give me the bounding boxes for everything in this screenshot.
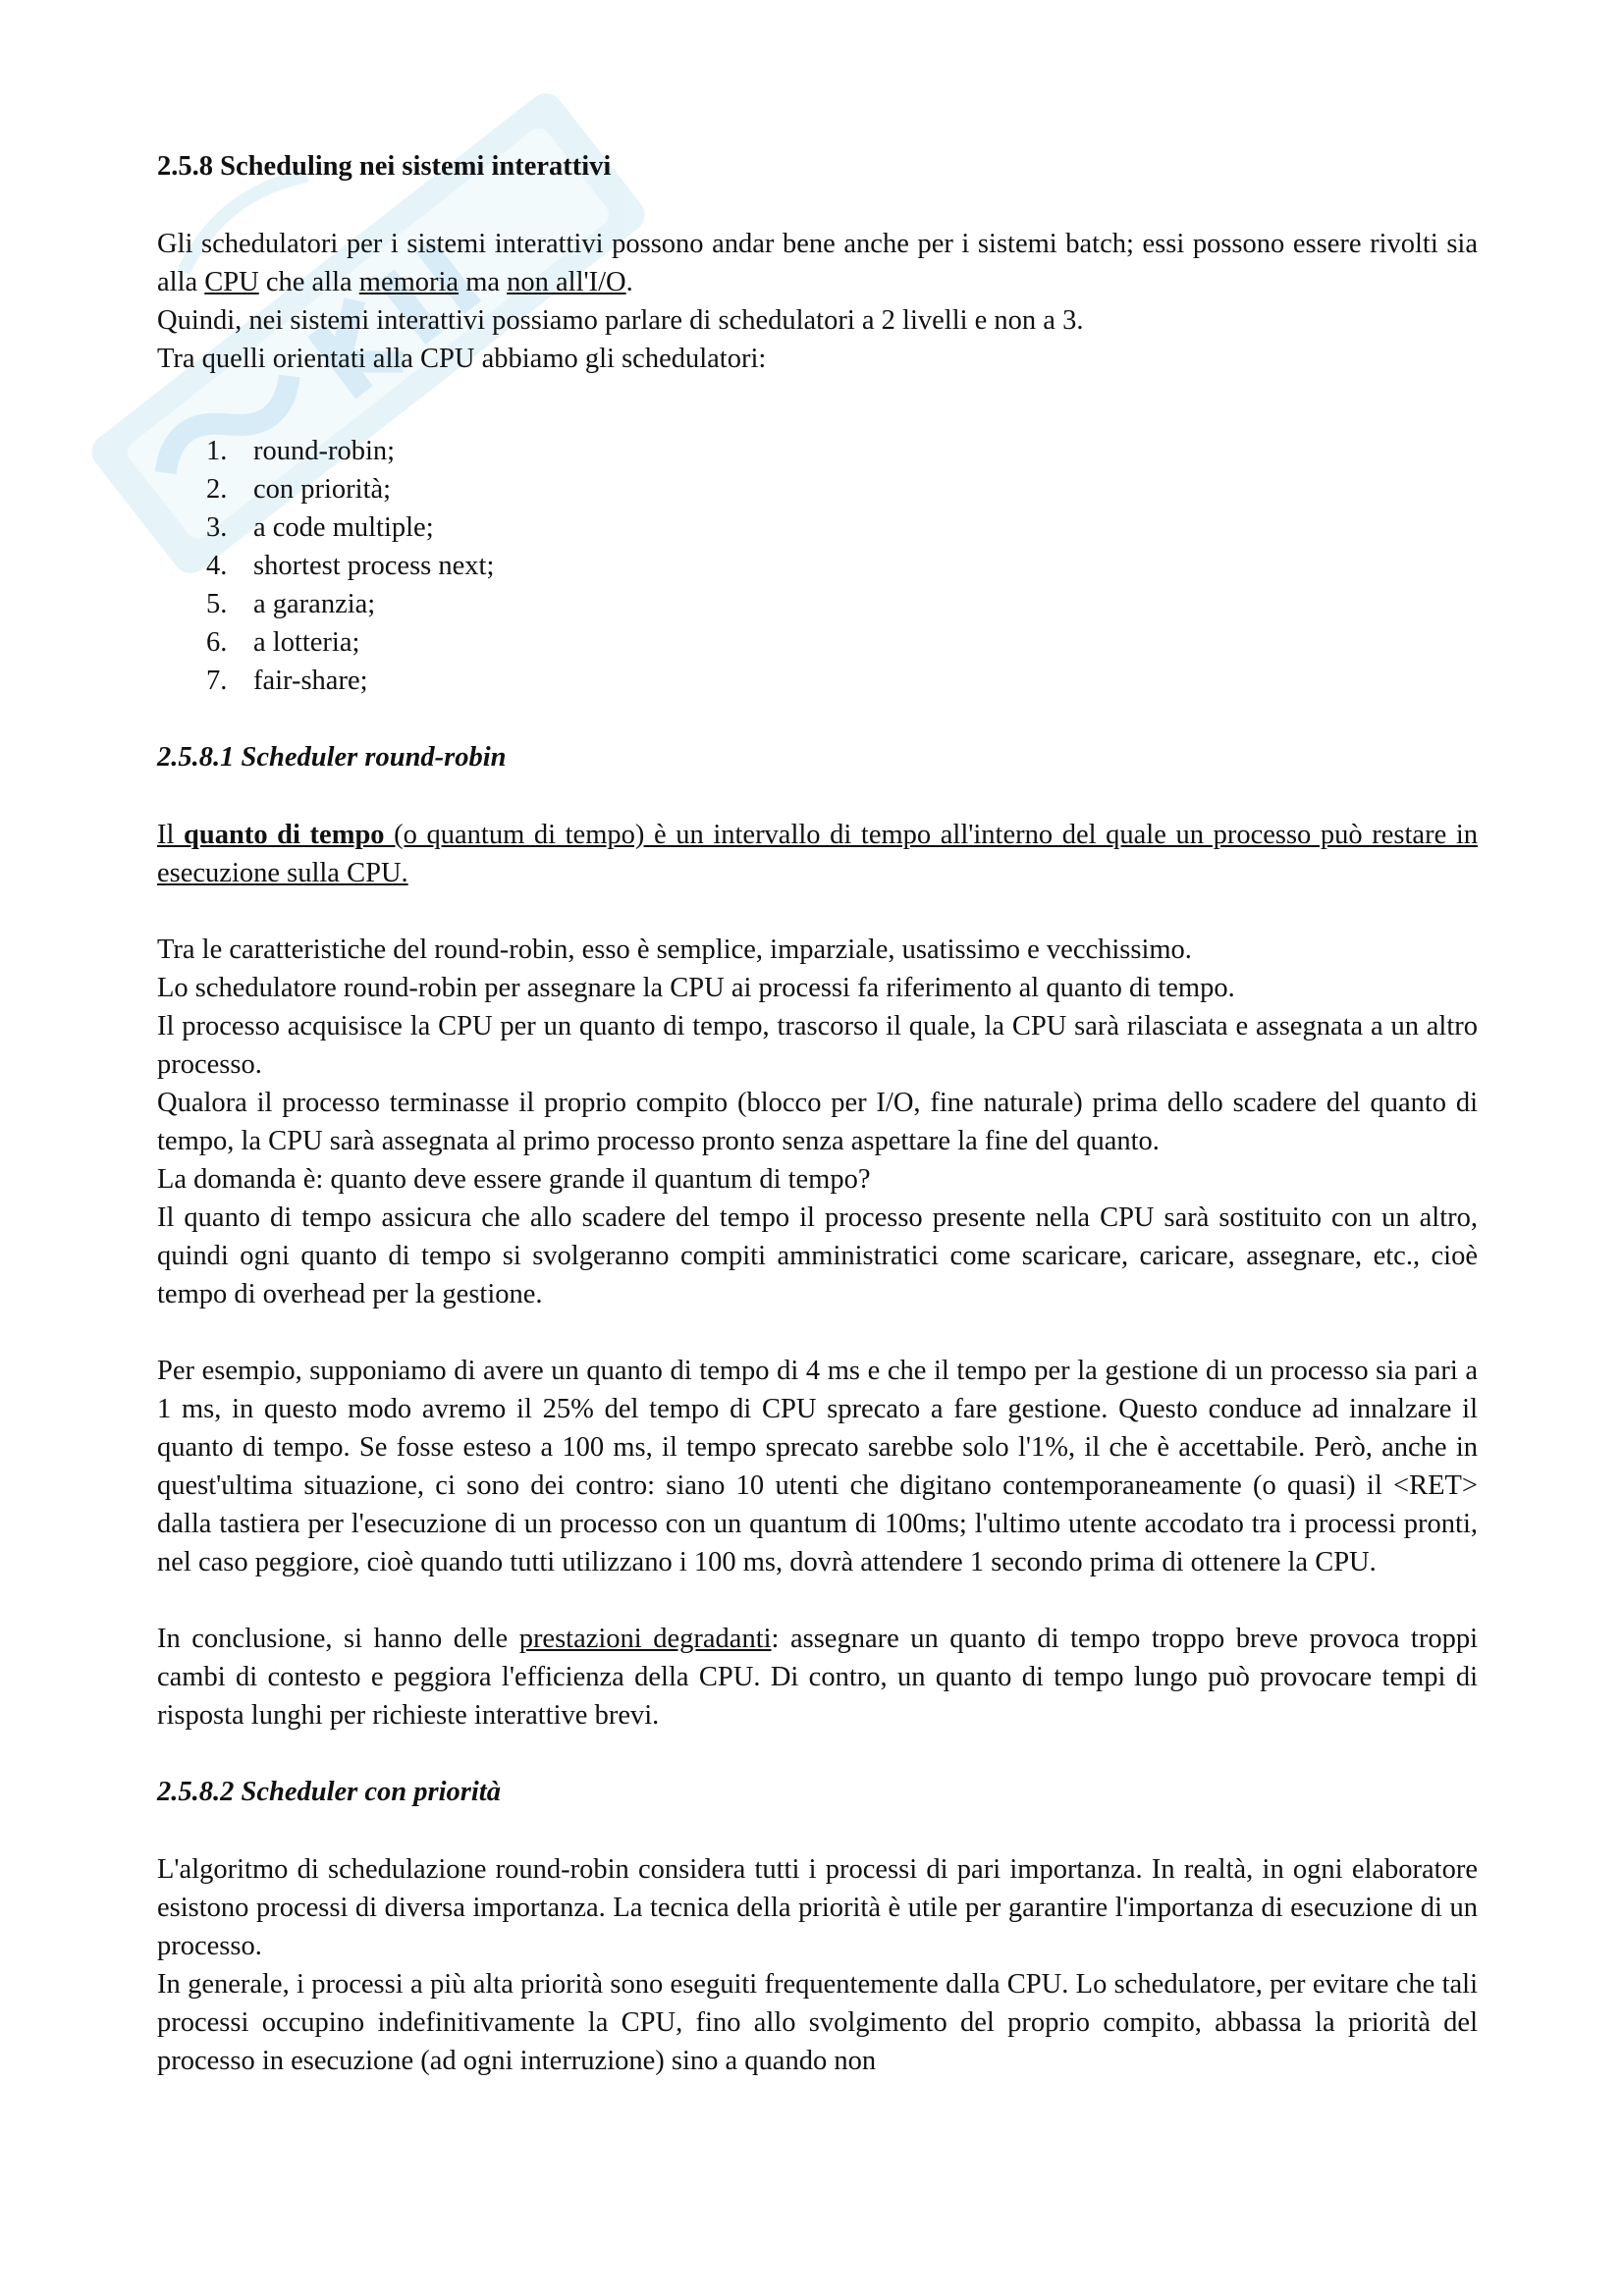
section-title: 2.5.8 Scheduling nei sistemi interattivi bbox=[157, 151, 612, 182]
prestazioni-degradanti: prestazioni degradanti bbox=[518, 1624, 772, 1654]
list-item: 6. a lotteria; bbox=[206, 627, 360, 658]
document-page bbox=[157, 147, 1478, 2080]
list-item: 5. a garanzia; bbox=[206, 589, 376, 619]
list-item: 7. fair-share; bbox=[206, 666, 368, 696]
list-item: 3. a code multiple; bbox=[206, 512, 434, 543]
non-io-link: non all'I/O bbox=[507, 267, 626, 297]
cpu-link: CPU bbox=[204, 267, 259, 297]
memoria-link: memoria bbox=[358, 267, 460, 297]
rr-conclusion: In conclusione, si hanno delle prestazioni degradanti: assegnare un quanto di tempo troppo breve provoca troppi cambi di contesto e peggiora l'efficienza della CPU. Di contro, un quanto di tempo lungo può provocare tempi di risposta lunghi per richieste interattive brevi. bbox=[157, 1624, 1479, 1731]
prio-body: L'algoritmo di schedulazione round-robin considera tutti i processi di pari importanza. In realtà, in ogni elaboratore esistono processi di diversa importanza. La tecnica della priorità è utile per garantire l'importanza di esecuzione di un processo. In generale, i processi a più alta priorità sono eseguiti frequentemente dalla CPU. Lo schedulatore, per evitare che tali processi occupino indefinitivamente la CPU, fino allo svolgimento del proprio compito, abbassa la priorità del processo in esecuzione (ad ogni interruzione) sino a quando non bbox=[157, 1854, 1478, 2076]
list-item: 4. shortest process next; bbox=[206, 551, 495, 581]
rr-title: 2.5.8.1 Scheduler round-robin bbox=[157, 742, 507, 773]
list-item: 2. con priorità; bbox=[206, 474, 392, 505]
intro-line-3: Tra quelli orientati alla CPU abbiamo gli schedulatori: bbox=[157, 344, 767, 374]
intro-paragraph: Gli schedulatori per i sistemi interattivi possono andar bene anche per i sistemi batch; essi possono essere rivolti sia alla CPU che alla memoria ma non all'I/O. Quindi, nei sistemi interattivi possiamo parlare di schedulatori a 2 livelli e non a 3. Tra quelli orientati alla CPU abbiamo gli schedulatori: bbox=[157, 225, 1478, 378]
quanto-term: quanto di tempo bbox=[184, 820, 385, 850]
scheduler-list bbox=[157, 432, 1478, 700]
rr-body: Tra le caratteristiche del round-robin, esso è semplice, imparziale, usatissimo e vecchissimo. Lo schedulatore round-robin per assegnare la CPU ai processi fa riferimento al quanto di tempo. Il processo acquisisce la CPU per un quanto di tempo, trascorso il quale, la CPU sarà rilasciata e assegnata a un altro processo. Qualora il processo terminasse il proprio compito (blocco per I/O, fine naturale) prima dello scadere del quanto di tempo, la CPU sarà assegnata al primo processo pronto senza aspettare la fine del quanto. La domanda è: quanto deve essere grande il quantum di tempo? Il quanto di tempo assicura che allo scadere del tempo il processo presente nella CPU sarà sostituito con un altro, quindi ogni quanto di tempo si svolgeranno compiti amministratici come scaricare, caricare, assegnare, etc., cioè tempo di overhead per la gestione. bbox=[157, 934, 1478, 1309]
quanto-definition: Il quanto di tempo (o quantum di tempo) è un intervallo di tempo all'interno del quale un processo può restare in esecuzione sulla CPU. bbox=[157, 820, 1478, 888]
rr-example: Per esempio, supponiamo di avere un quanto di tempo di 4 ms e che il tempo per la gestione di un processo sia pari a 1 ms, in questo modo avremo il 25% del tempo di CPU sprecato a fare gestione. Questo conduce ad innalzare il quanto di tempo. Se fosse esteso a 100 ms, il tempo sprecato sarebbe solo l'1%, il che è accettabile. Però, anche in quest'ultima situazione, ci sono dei contro: siano 10 utenti che digitano contemporaneamente (o quasi) il <RET> dalla tastiera per l'esecuzione di un processo con un quantum di 100ms; l'ultimo utente accodato tra i processi pronti, nel caso peggiore, cioè quando tutti utilizzano i 100 ms, dovrà attendere 1 secondo prima di ottenere la CPU. bbox=[157, 1356, 1478, 1577]
list-item: 1. round-robin; bbox=[206, 436, 396, 466]
intro-line-2: Quindi, nei sistemi interattivi possiamo parlare di schedulatori a 2 livelli e non a 3. bbox=[157, 305, 1084, 336]
prio-title: 2.5.8.2 Scheduler con priorità bbox=[157, 1777, 501, 1807]
